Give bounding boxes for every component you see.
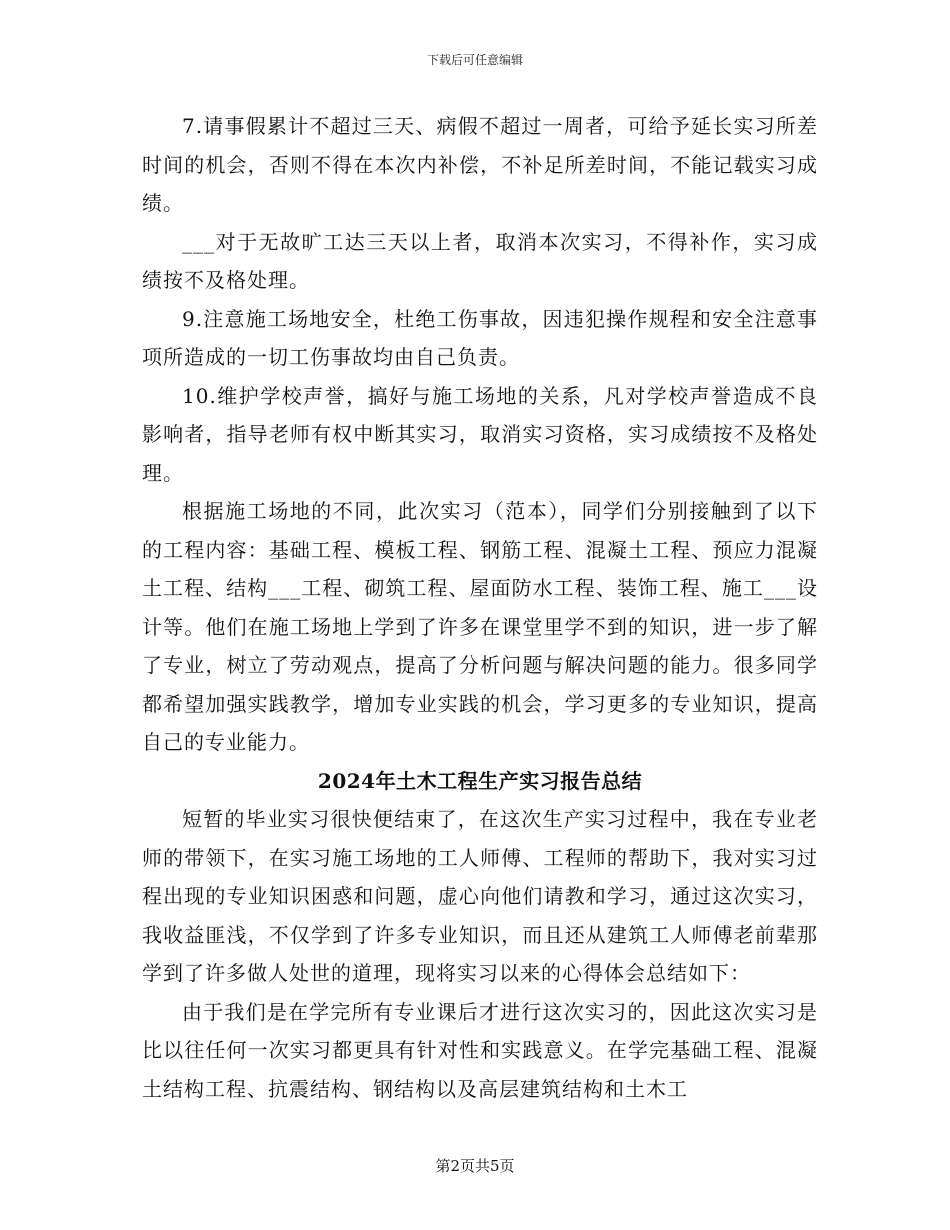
document-body: [142, 107, 818, 1108]
paragraph-summary-body: 由于我们是在学完所有专业课后才进行这次实习的，因此这次实习是比以往任何一次实习都更具有针对性和实践意义。在学完基础工程、混凝土结构工程、抗震结构、钢结构以及高层建筑结构和土木工: [142, 999, 818, 1101]
paragraph-rule-10: 10.维护学校声誉，搞好与施工场地的关系，凡对学校声誉造成不良影响者，指导老师有权中断其实习，取消实习资格，实习成绩按不及格处理。: [142, 383, 818, 485]
header-note: 下载后可任意编辑: [426, 53, 523, 67]
section-title: 2024年土木工程生产实习报告总结: [317, 768, 643, 793]
paragraph-internship-content: 根据施工场地的不同，此次实习（范本），同学们分别接触到了以下的工程内容：基础工程、模板工程、钢筋工程、混凝土工程、预应力混凝土工程、结构___工程、砌筑工程、屋面防水工程、装饰工程、施工___设计等。他们在施工场地上学到了许多在课堂里学不到的知识，进一步了解了专业，树立了劳动观点，提高了分析问题与解决问题的能力。很多同学都希望加强实践教学，增加专业实践的机会，学习更多的专业知识，提高自己的专业能力。: [142, 499, 818, 754]
paragraph-rule-7: 7.请事假累计不超过三天、病假不超过一周者，可给予延长实习所差时间的机会，否则不得在本次内补偿，不补足所差时间，不能记载实习成绩。: [142, 114, 818, 215]
paragraph-rule-8: ___对于无故旷工达三天以上者，取消本次实习，不得补作，实习成绩按不及格处理。: [142, 229, 818, 292]
paragraph-rule-9: 9.注意施工场地安全，杜绝工伤事故，因违犯操作规程和安全注意事项所造成的一切工伤事故均由自己负责。: [142, 306, 818, 369]
page-number: 第2页共5页: [435, 1157, 515, 1175]
paragraph-summary-intro: 短暂的毕业实习很快便结束了，在这次生产实习过程中，我在专业老师的带领下，在实习施工场地的工人师傅、工程师的帮助下，我对实习过程出现的专业知识困惑和问题，虚心向他们请教和学习，通过这次实习，我收益匪浅，不仅学到了许多专业知识，而且还从建筑工人师傅老前辈那学到了许多做人处世的道理，现将实习以来的心得体会总结如下：: [142, 807, 818, 985]
